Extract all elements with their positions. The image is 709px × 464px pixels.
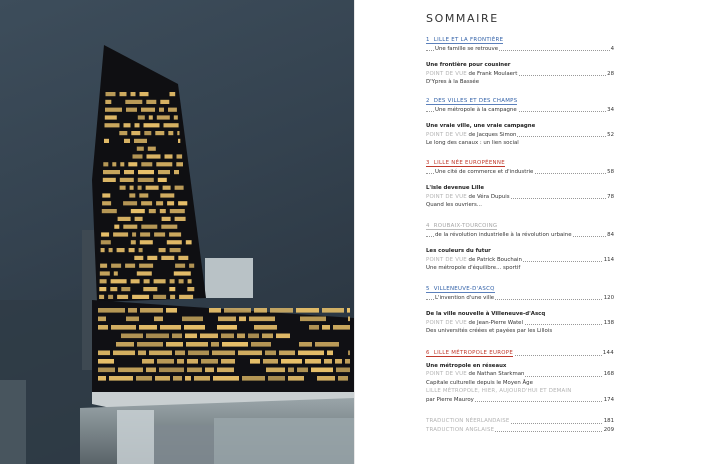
window-light bbox=[170, 295, 175, 299]
window-light bbox=[153, 295, 166, 299]
window-light bbox=[248, 334, 259, 339]
window-light bbox=[188, 279, 192, 283]
window-light bbox=[237, 334, 245, 339]
window-light bbox=[179, 295, 193, 299]
window-light bbox=[109, 248, 113, 252]
toc-translations bbox=[426, 417, 614, 434]
window-light bbox=[186, 240, 192, 244]
window-light bbox=[138, 351, 146, 356]
window-light bbox=[170, 248, 181, 252]
window-light bbox=[167, 240, 182, 244]
toc-entry[interactable]: Capitale culturelle depuis le Moyen Âge bbox=[426, 379, 533, 386]
window-light bbox=[250, 359, 260, 364]
window-light bbox=[186, 342, 208, 347]
window-light bbox=[106, 92, 116, 96]
window-light bbox=[98, 317, 106, 322]
window-light bbox=[138, 178, 154, 182]
window-light bbox=[170, 279, 175, 283]
window-light bbox=[143, 287, 157, 291]
window-light bbox=[281, 359, 302, 364]
window-light bbox=[166, 342, 183, 347]
window-light bbox=[276, 334, 290, 339]
window-light bbox=[103, 178, 116, 182]
window-light bbox=[309, 325, 319, 330]
window-light bbox=[116, 342, 134, 347]
toc-section-4 bbox=[426, 222, 614, 273]
window-light bbox=[117, 248, 125, 252]
section-heading[interactable]: 5 VILLENEUVE-D'ASCQ bbox=[426, 286, 495, 292]
window-light bbox=[262, 334, 273, 339]
window-light bbox=[221, 359, 235, 364]
section-heading[interactable]: 3 LILLE NÉE EUROPÉENNE bbox=[426, 160, 505, 166]
window-light bbox=[338, 376, 348, 381]
window-light bbox=[105, 108, 122, 112]
window-light bbox=[155, 376, 170, 381]
window-light bbox=[288, 376, 304, 381]
window-light bbox=[249, 317, 275, 322]
window-light bbox=[348, 351, 350, 356]
window-light bbox=[305, 359, 321, 364]
toc-entry[interactable]: Une métropole à la campagne 34 bbox=[426, 106, 614, 115]
window-light bbox=[182, 317, 203, 322]
window-light bbox=[131, 279, 140, 283]
window-light bbox=[185, 334, 197, 339]
window-light bbox=[242, 376, 265, 381]
window-light bbox=[126, 317, 139, 322]
essay-title[interactable]: Une frontière pour cousiner bbox=[426, 62, 511, 68]
window-light bbox=[154, 317, 163, 322]
window-light bbox=[324, 359, 332, 364]
window-light bbox=[238, 351, 262, 356]
window-light bbox=[159, 248, 166, 252]
window-light bbox=[175, 186, 184, 190]
window-light bbox=[174, 170, 179, 174]
window-light bbox=[102, 209, 117, 213]
window-light bbox=[213, 376, 239, 381]
window-light bbox=[99, 295, 104, 299]
window-light bbox=[154, 279, 166, 283]
window-light bbox=[100, 264, 107, 268]
toc-section-3 bbox=[426, 159, 614, 210]
window-light bbox=[124, 139, 130, 143]
window-light bbox=[270, 308, 293, 313]
window-light bbox=[188, 351, 209, 356]
window-light bbox=[111, 279, 127, 283]
toc-entry[interactable]: Quand les ouvriers... bbox=[426, 202, 482, 208]
toc-entry[interactable]: Une métropole d'équilibre... sportif bbox=[426, 265, 521, 271]
window-light bbox=[141, 225, 157, 229]
window-light bbox=[168, 108, 177, 112]
window-light bbox=[101, 240, 111, 244]
window-light bbox=[103, 162, 108, 166]
table-of-contents bbox=[355, 0, 709, 464]
window-light bbox=[161, 225, 177, 229]
window-light bbox=[205, 368, 214, 373]
window-light bbox=[221, 334, 234, 339]
window-light bbox=[138, 170, 154, 174]
window-light bbox=[158, 178, 167, 182]
window-light bbox=[172, 334, 182, 339]
window-light bbox=[117, 295, 128, 299]
toc-entry[interactable]: POINT DE VUE de Jacques Simon 52 bbox=[426, 131, 614, 138]
window-light bbox=[184, 325, 205, 330]
window-light bbox=[311, 368, 333, 373]
window-light bbox=[139, 248, 143, 252]
window-light bbox=[169, 287, 175, 291]
window-light bbox=[123, 201, 137, 205]
toc-entry[interactable]: L'invention d'une ville 120 bbox=[426, 294, 614, 303]
translation-entry[interactable]: TRADUCTION NÉERLANDAISE 181 bbox=[426, 418, 614, 424]
toc-entry[interactable]: Le long des canaux : un lien social bbox=[426, 140, 519, 146]
window-light bbox=[137, 147, 144, 151]
window-light bbox=[279, 351, 295, 356]
window-light bbox=[297, 368, 308, 373]
window-light bbox=[114, 225, 119, 229]
window-light bbox=[187, 368, 202, 373]
toc-entry[interactable]: D'Ypres à la Bassée bbox=[426, 79, 480, 85]
window-light bbox=[120, 162, 124, 166]
window-light bbox=[131, 131, 140, 135]
essay-title[interactable]: L'isle devenue Lille bbox=[426, 185, 485, 191]
toc-entry[interactable]: LILLE MÉTROPOLE, HIER, AUJOURD'HUI ET DEMAIN bbox=[426, 388, 572, 394]
window-light bbox=[105, 100, 111, 104]
window-light bbox=[131, 209, 145, 213]
window-light bbox=[345, 359, 350, 364]
window-light bbox=[176, 162, 183, 166]
essay-title[interactable]: Une métropole en réseaux bbox=[426, 362, 507, 369]
window-light bbox=[288, 368, 294, 373]
window-light bbox=[160, 100, 169, 104]
window-light bbox=[123, 225, 137, 229]
window-light bbox=[121, 287, 130, 291]
window-light bbox=[299, 342, 312, 347]
window-light bbox=[135, 123, 140, 127]
window-light bbox=[113, 232, 128, 236]
window-light bbox=[149, 209, 156, 213]
window-light bbox=[128, 308, 137, 313]
window-light bbox=[239, 317, 246, 322]
section-heading[interactable]: 2 DES VILLES ET DES CHAMPS bbox=[426, 98, 518, 104]
window-light bbox=[141, 162, 152, 166]
section-heading[interactable]: 4 ROUBAIX-TOURCOING bbox=[426, 223, 498, 229]
window-light bbox=[139, 193, 148, 197]
window-light bbox=[105, 115, 117, 119]
translation-entry[interactable]: TRADUCTION ANGLAISE 209 bbox=[426, 426, 614, 433]
toc-entry[interactable]: Des universités créées et payées par les Lillois bbox=[426, 328, 553, 334]
toc-entry[interactable]: par Pierre Mauroy 174 bbox=[426, 396, 614, 403]
window-light bbox=[111, 264, 121, 268]
window-light bbox=[129, 248, 135, 252]
window-light bbox=[224, 308, 251, 313]
window-light bbox=[137, 271, 152, 275]
window-light bbox=[156, 201, 163, 205]
window-light bbox=[130, 186, 134, 190]
section-heading[interactable]: 1 LILLE ET LA FRONTIÈRE bbox=[426, 37, 504, 43]
building-photo bbox=[0, 0, 354, 464]
window-light bbox=[136, 376, 152, 381]
window-light bbox=[217, 368, 234, 373]
window-light bbox=[162, 217, 171, 221]
window-light bbox=[124, 170, 134, 174]
window-light bbox=[175, 351, 185, 356]
window-light bbox=[189, 264, 194, 268]
window-light bbox=[129, 193, 135, 197]
toc-entry[interactable]: Une cité de commerce et d'industrie 58 bbox=[426, 168, 614, 177]
window-light bbox=[98, 351, 110, 356]
window-light bbox=[98, 325, 108, 330]
toc-title: SOMMAIRE bbox=[426, 12, 499, 25]
window-light bbox=[185, 376, 191, 381]
window-light bbox=[322, 325, 330, 330]
window-light bbox=[218, 317, 236, 322]
window-light bbox=[300, 317, 326, 322]
window-light bbox=[263, 359, 278, 364]
toc-entry[interactable]: de la révolution industrielle à la révolution urbaine 84 bbox=[426, 231, 614, 240]
toc-section-2 bbox=[426, 97, 614, 148]
window-light bbox=[101, 248, 105, 252]
window-light bbox=[158, 170, 170, 174]
window-light bbox=[125, 264, 135, 268]
window-light bbox=[139, 325, 157, 330]
window-light bbox=[265, 351, 276, 356]
window-light bbox=[119, 131, 127, 135]
window-light bbox=[114, 271, 118, 275]
window-light bbox=[254, 325, 277, 330]
window-light bbox=[112, 162, 116, 166]
toc-entry[interactable]: Une famille se retrouve 4 bbox=[426, 45, 614, 54]
window-light bbox=[144, 123, 160, 127]
window-light bbox=[126, 108, 137, 112]
window-light bbox=[140, 92, 149, 96]
window-light bbox=[157, 115, 170, 119]
window-light bbox=[98, 308, 125, 313]
window-light bbox=[268, 376, 285, 381]
window-light bbox=[118, 217, 131, 221]
window-light bbox=[157, 359, 174, 364]
window-light bbox=[168, 131, 173, 135]
window-light bbox=[174, 271, 191, 275]
window-light bbox=[98, 368, 115, 373]
window-light bbox=[160, 209, 166, 213]
window-light bbox=[141, 201, 152, 205]
left-building bbox=[0, 380, 26, 464]
window-light bbox=[105, 123, 120, 127]
toc-section-6 bbox=[426, 349, 614, 404]
window-light bbox=[135, 217, 143, 221]
toc-section-1 bbox=[426, 36, 614, 87]
window-light bbox=[160, 193, 174, 197]
window-light bbox=[102, 201, 111, 205]
window-light bbox=[155, 131, 164, 135]
window-light bbox=[187, 359, 198, 364]
window-light bbox=[164, 123, 179, 127]
window-light bbox=[144, 279, 150, 283]
window-light bbox=[120, 186, 126, 190]
window-light bbox=[170, 209, 185, 213]
window-light bbox=[120, 178, 134, 182]
window-light bbox=[131, 240, 136, 244]
window-light bbox=[163, 186, 171, 190]
window-light bbox=[156, 162, 172, 166]
window-light bbox=[161, 256, 174, 260]
window-light bbox=[159, 108, 164, 112]
window-light bbox=[104, 139, 109, 143]
window-light bbox=[139, 264, 153, 268]
window-light bbox=[177, 154, 183, 158]
window-light bbox=[169, 232, 181, 236]
window-light bbox=[251, 342, 271, 347]
window-light bbox=[147, 256, 157, 260]
window-light bbox=[348, 317, 350, 322]
window-light bbox=[131, 92, 136, 96]
window-light bbox=[120, 92, 127, 96]
window-light bbox=[298, 351, 324, 356]
window-light bbox=[140, 308, 163, 313]
window-light bbox=[138, 115, 145, 119]
window-light bbox=[178, 139, 180, 143]
window-light bbox=[109, 376, 133, 381]
toc-entry[interactable]: POINT DE VUE de Patrick Bouchain 114 bbox=[426, 256, 614, 263]
window-light bbox=[322, 308, 344, 313]
window-light bbox=[160, 325, 181, 330]
window-light bbox=[146, 186, 159, 190]
window-light bbox=[148, 147, 156, 151]
window-light bbox=[103, 170, 120, 174]
window-light bbox=[327, 351, 333, 356]
toc-entry[interactable]: POINT DE VUE de Frank Moulaert 28 bbox=[426, 70, 614, 77]
background-building bbox=[205, 258, 253, 298]
window-light bbox=[128, 162, 137, 166]
window-light bbox=[335, 359, 342, 364]
window-light bbox=[178, 201, 187, 205]
essay-title[interactable]: De la ville nouvelle à Villeneuve-d'Ascq bbox=[426, 311, 546, 317]
window-light bbox=[140, 240, 153, 244]
toc-entry[interactable]: POINT DE VUE de Véra Dupuis 78 bbox=[426, 193, 614, 200]
window-light bbox=[179, 279, 184, 283]
window-light bbox=[149, 351, 172, 356]
toc-section-5 bbox=[426, 285, 614, 336]
window-light bbox=[146, 100, 156, 104]
window-light bbox=[147, 154, 161, 158]
window-light bbox=[102, 193, 110, 197]
window-light bbox=[177, 359, 184, 364]
window-light bbox=[187, 287, 194, 291]
building-illustration bbox=[0, 0, 354, 464]
window-light bbox=[194, 376, 210, 381]
window-light bbox=[140, 232, 150, 236]
window-light bbox=[100, 279, 107, 283]
window-light bbox=[132, 232, 136, 236]
window-light bbox=[124, 123, 131, 127]
window-light bbox=[134, 139, 147, 143]
window-light bbox=[175, 264, 185, 268]
window-light bbox=[121, 334, 143, 339]
window-light bbox=[110, 287, 117, 291]
essay-title[interactable]: Une vraie ville, une vraie campagne bbox=[426, 123, 536, 129]
window-light bbox=[134, 256, 143, 260]
window-light bbox=[154, 232, 165, 236]
window-light bbox=[177, 131, 179, 135]
window-light bbox=[98, 359, 114, 364]
window-light bbox=[167, 201, 174, 205]
window-light bbox=[111, 325, 136, 330]
window-light bbox=[266, 368, 285, 373]
essay-title[interactable]: Les couleurs du futur bbox=[426, 248, 491, 254]
section-heading[interactable]: 6 LILLE MÉTROPOLE EUROPE 144 bbox=[426, 350, 614, 356]
window-light bbox=[118, 368, 143, 373]
window-light bbox=[217, 325, 237, 330]
window-light bbox=[201, 359, 218, 364]
window-light bbox=[138, 186, 142, 190]
window-light bbox=[317, 376, 335, 381]
window-light bbox=[315, 342, 339, 347]
toc-entry[interactable]: POINT DE VUE de Jean-Pierre Watel 138 bbox=[426, 319, 614, 326]
window-light bbox=[144, 131, 151, 135]
toc-entry[interactable]: POINT DE VUE de Nathan Starkman 168 bbox=[426, 371, 614, 377]
window-light bbox=[222, 342, 248, 347]
window-light bbox=[173, 376, 182, 381]
window-light bbox=[200, 334, 218, 339]
window-light bbox=[209, 308, 221, 313]
window-light bbox=[170, 92, 176, 96]
window-light bbox=[99, 287, 106, 291]
window-light bbox=[254, 308, 267, 313]
window-light bbox=[133, 154, 143, 158]
window-light bbox=[141, 108, 155, 112]
window-light bbox=[137, 342, 163, 347]
window-light bbox=[178, 256, 188, 260]
window-light bbox=[149, 115, 153, 119]
window-light bbox=[165, 154, 173, 158]
window-light bbox=[166, 308, 177, 313]
window-light bbox=[174, 115, 178, 119]
window-light bbox=[212, 351, 235, 356]
window-light bbox=[146, 368, 156, 373]
window-light bbox=[296, 308, 319, 313]
window-light bbox=[336, 368, 350, 373]
window-light bbox=[100, 271, 110, 275]
window-light bbox=[113, 351, 135, 356]
window-light bbox=[211, 342, 219, 347]
window-light bbox=[108, 295, 113, 299]
window-light bbox=[159, 368, 184, 373]
window-light bbox=[132, 295, 149, 299]
window-light bbox=[175, 217, 186, 221]
window-light bbox=[101, 232, 109, 236]
window-light bbox=[347, 308, 350, 313]
window-light bbox=[146, 334, 169, 339]
window-light bbox=[125, 100, 142, 104]
window-light bbox=[98, 376, 106, 381]
window-light bbox=[333, 325, 350, 330]
window-light bbox=[142, 359, 154, 364]
